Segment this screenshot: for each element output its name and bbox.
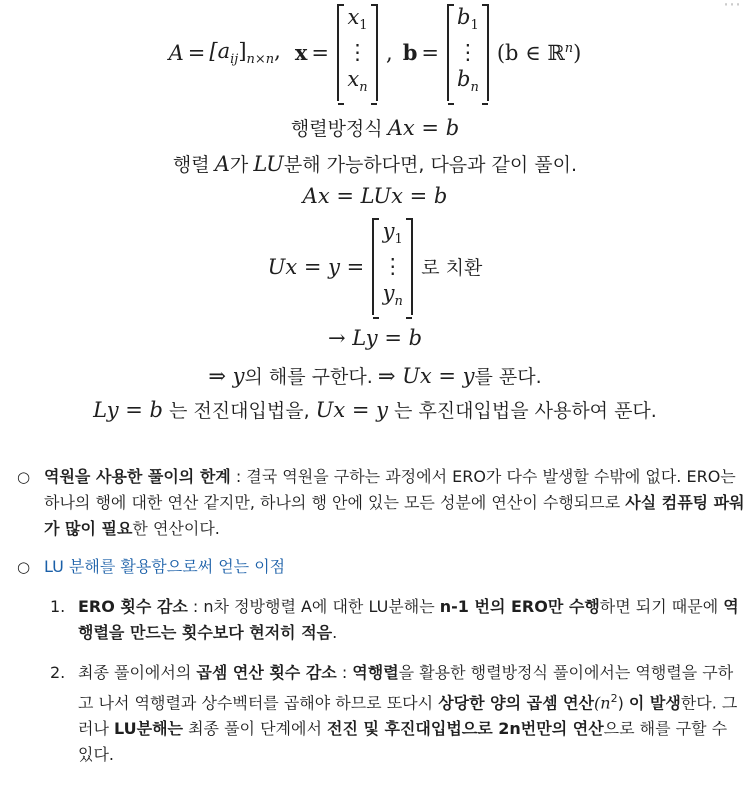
advantages-link[interactable]: LU 분해를 활용함으로써 얻는 이점: [44, 557, 286, 576]
item1-text: : n차 정방행렬 A에 대한 LU분해는: [187, 597, 440, 616]
vector-b: b: [402, 40, 418, 66]
definition-line: [0, 4, 750, 101]
condition: (b ∈ ℝ: [496, 40, 565, 65]
item2-formula: (n: [594, 693, 611, 713]
vdots: ⋮: [382, 254, 404, 279]
limitation-emphasis: 사실 컴퓨팅 파워가 많이 필요: [44, 493, 745, 538]
equals: =: [421, 40, 439, 65]
item2-emphasis-4: LU분해는: [114, 719, 183, 739]
xn-sub: n: [359, 80, 368, 96]
substitution-method-line: [0, 396, 750, 423]
comma: ,: [386, 40, 393, 65]
b1: b: [457, 5, 471, 29]
size-sub: n×n: [246, 51, 275, 67]
item2-text-4: 한다. 그러나: [78, 693, 738, 739]
limitation-text: : 결국 역원을 구하는 과정에서 ERO가 다수 발생할 수밖에 없다. ERO는 하나의 행에 대한 연산 같지만, 하나의 행 안에 있는 모든 성분에 연산이 수행되므로: [44, 467, 736, 512]
item2-emphasis: 역행렬: [352, 663, 399, 682]
item2-title: 곱셈 연산 횟수 감소: [196, 663, 337, 682]
substitution-line: [0, 218, 750, 315]
list-item-limitation: [0, 464, 750, 542]
matrix-equation-label: 행렬방정식: [290, 118, 383, 140]
condition-close: ): [573, 40, 582, 65]
symbol-A: A: [168, 40, 184, 65]
matrix-equation-line: [0, 114, 750, 141]
forward-equation: → Ly = b: [327, 326, 423, 350]
item2-formula-close: ): [617, 693, 629, 713]
solve-step-2-text: 를 푼다.: [474, 366, 542, 388]
substitution-left: Ux = y =: [267, 254, 365, 279]
lu-symbol: LU: [253, 152, 284, 176]
substitution-label: 로 치환: [421, 257, 483, 280]
solve-step-1: ⇒ y: [208, 364, 245, 388]
advantage-item-2: [0, 660, 750, 768]
content-list: [0, 464, 750, 768]
comma: ,: [274, 38, 281, 63]
lu-symbol-A: A: [214, 152, 230, 176]
yn: y: [382, 281, 395, 306]
y1: y: [382, 219, 395, 243]
item-number: 1.: [50, 597, 66, 616]
item1-title: ERO 횟수 감소: [78, 597, 188, 616]
vdots: ⋮: [457, 40, 479, 65]
matrix-equation: Ax = b: [387, 116, 460, 140]
item2-text-6: 으로 해를 구할 수 있다.: [78, 719, 728, 765]
matrix-x: [337, 4, 378, 101]
lu-text-3: 분해 가능하다면, 다음과 같이 풀이.: [283, 154, 578, 176]
b1-sub: 1: [470, 18, 479, 34]
backward-eq: Ux = y: [315, 398, 389, 422]
vdots: ⋮: [347, 40, 368, 65]
lu-condition-line: [0, 150, 750, 177]
solve-step-2: ⇒ Ux = y: [377, 364, 475, 388]
bracket-close: ]: [238, 38, 247, 63]
item2-emphasis-5: 전진 및 후진대입법으로 2n번만의 연산: [327, 719, 604, 739]
item2-formula-sup: 2: [610, 692, 618, 705]
lu-text-2: 가: [229, 154, 249, 176]
item-number: 2.: [50, 663, 66, 682]
vector-x: x: [294, 40, 308, 66]
item2-text-0: 최종 풀이에서의: [78, 663, 197, 682]
limitation-title: 역원을 사용한 풀이의 한계: [44, 467, 231, 486]
x1-sub: 1: [359, 18, 368, 34]
solve-step-1-text: 의 해를 구한다.: [244, 366, 373, 388]
bn: b: [456, 67, 471, 92]
yn-sub: n: [394, 294, 403, 310]
forward-eq: Ly = b: [93, 398, 164, 422]
advantage-item-1: [0, 594, 750, 646]
item2-text-5: 최종 풀이 단계에서: [183, 719, 327, 739]
equals: =: [311, 40, 329, 65]
list-item-advantages: [0, 554, 750, 580]
item2-emphasis-3: 이 발생: [628, 693, 681, 713]
backward-text: 는 후진대입법을 사용하여 푼다.: [388, 400, 657, 422]
bullet-marker: ○: [17, 558, 31, 576]
bullet-marker: ○: [17, 468, 31, 486]
y1-sub: 1: [394, 232, 403, 248]
lu-text-1: 행렬: [172, 154, 210, 176]
condition-sup: n: [564, 40, 574, 56]
item2-emphasis-2: 상당한 양의 곱셈 연산: [438, 693, 595, 713]
item1-emphasis-2: 역행렬을 만드는 횟수보다 현저히 적음: [78, 597, 739, 642]
matrix-b: [447, 4, 489, 101]
ellipsis-icon[interactable]: ⋯: [723, 0, 742, 15]
item1-text-3: .: [332, 623, 338, 642]
xn: x: [347, 67, 360, 92]
bn-sub: n: [470, 80, 479, 96]
aij-sub: ij: [230, 51, 239, 67]
matrix-y: [372, 218, 413, 315]
item1-text-2: 하면 되기 때문에: [599, 597, 724, 616]
aij: [a: [209, 38, 231, 63]
x1: x: [347, 5, 360, 29]
limitation-text-end: 한 연산이다.: [132, 519, 220, 538]
equals: =: [187, 40, 206, 65]
lu-equation: Ax = LUx = b: [302, 184, 448, 208]
item2-text-1: :: [336, 663, 353, 682]
item2-text-2: 을 활용한 행렬방정식 풀이에서는 역행렬을 구하고 나서 역행렬과 상수벡터를 곱해야 하므로 또다시: [78, 663, 734, 713]
item1-emphasis: n-1 번의 ERO만 수행: [439, 597, 600, 616]
solve-steps-line: [0, 362, 750, 389]
forward-text: 는 전진대입법을,: [163, 400, 316, 422]
